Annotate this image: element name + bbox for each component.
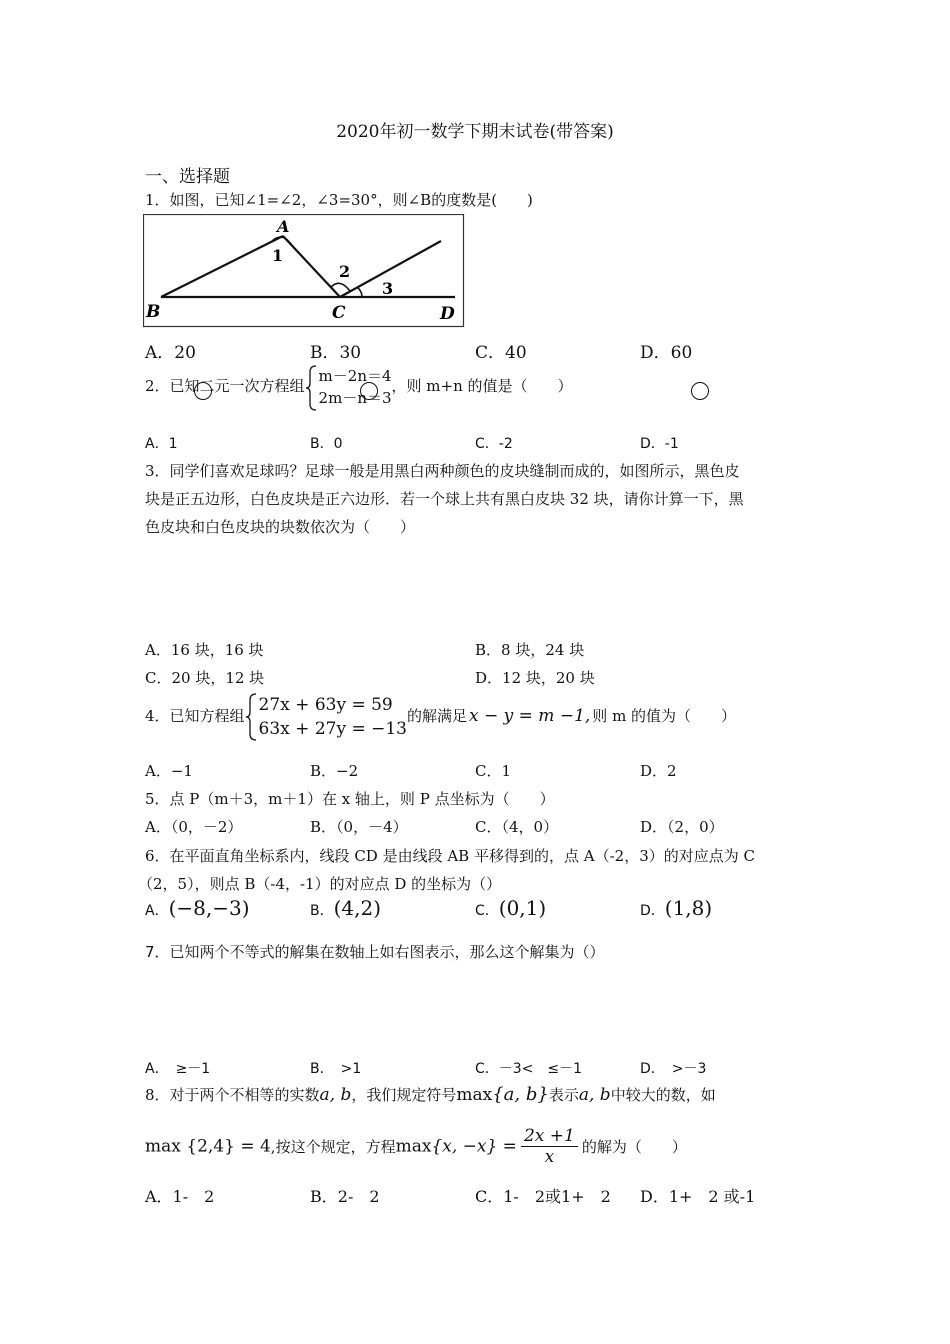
label-2: 2 [339, 262, 351, 281]
q2-option-c[interactable]: C．-2 [475, 436, 513, 452]
q1-option-c[interactable]: C．40 [475, 343, 527, 363]
question-6-line1: 6．在平面直角坐标系内，线段 CD 是由线段 AB 平移得到的，点 A（-2，3）的对应点为 C [145, 847, 755, 865]
label-A: A [277, 217, 290, 236]
angle-figure [143, 214, 465, 328]
q4-option-b[interactable]: B．−2 [310, 762, 359, 780]
question-3-line1: 3．同学们喜欢足球吗？足球一般是用黑白两种颜色的皮块缝制而成的，如图所示，黑色皮 [145, 462, 740, 480]
q8-option-d[interactable]: D．1+ 2 或-1 [640, 1187, 756, 1206]
q1-option-a[interactable]: A．20 [145, 343, 196, 363]
q6-option-a[interactable]: A．(−8,−3) [145, 896, 250, 920]
section-heading: 一、选择题 [145, 167, 230, 187]
question-4 [145, 693, 736, 741]
q3-option-c[interactable]: C．20 块，12 块 [145, 669, 265, 687]
q4-option-c[interactable]: C．1 [475, 762, 512, 780]
q4-system [245, 693, 407, 741]
circle-mark-icon [194, 382, 212, 400]
q2-option-a[interactable]: A．1 [145, 436, 178, 452]
question-3-line3: 色皮块和白色皮块的块数依次为（ ） [145, 518, 416, 536]
q4-prefix: 4．已知方程组 [145, 707, 245, 725]
label-B: B [146, 302, 161, 322]
q4-mid: 的解满足 [406, 707, 467, 725]
q4-condition: x − y = m −1, [469, 706, 591, 726]
q5-option-c[interactable]: C．（4，0） [475, 818, 559, 836]
q7-option-d[interactable]: D． >－3 [640, 1061, 707, 1077]
question-3-line2: 块是正五边形，白色皮块是正六边形．若一个球上共有黑白皮块 32 块，请你计算一下，黑 [145, 490, 744, 508]
question-1-text: 1．如图，已知∠1=∠2，∠3=30°，则∠B的度数是( ) [145, 191, 533, 209]
q5-option-a[interactable]: A．（0，－2） [145, 818, 243, 836]
q6-option-b[interactable]: B．(4,2) [310, 896, 382, 920]
q4-option-a[interactable]: A．−1 [145, 762, 193, 780]
q8-fraction: $\frac{2x +1}{x}$ [521, 1126, 578, 1167]
q4-option-d[interactable]: D．2 [640, 762, 677, 780]
q8-option-a[interactable]: A．1- 2 [145, 1187, 215, 1206]
q6-option-d[interactable]: D．(1,8) [640, 896, 713, 920]
q8-option-b[interactable]: B．2- 2 [310, 1187, 380, 1206]
q2-suffix: ，则 m+n 的值是（ ） [391, 377, 573, 395]
q7-option-a[interactable]: A． ≥－1 [145, 1061, 211, 1077]
q2-option-b[interactable]: B．0 [310, 436, 343, 452]
label-1: 1 [272, 246, 284, 265]
question-8-line2: max {2,4} = 4,按这个规定，方程max{x, −x} = $\frac{2x +1}{x}$ 的解为（ ） [145, 1126, 687, 1167]
q3-option-a[interactable]: A．16 块，16 块 [145, 641, 264, 659]
question-8-line1: 8．对于两个不相等的实数a, b，我们规定符号max{a, b}表示a, b中较大的数，如 [145, 1084, 716, 1105]
q7-option-b[interactable]: B． >1 [310, 1061, 362, 1077]
q1-option-b[interactable]: B．30 [310, 343, 362, 363]
q2-prefix: 2．已知二元一次方程组 [145, 377, 305, 395]
question-7-text: 7．已知两个不等式的解集在数轴上如右图表示，那么这个解集为（） [145, 943, 605, 961]
q2-system [305, 365, 392, 409]
q2-eq2: 2m－n＝3 [318, 389, 392, 407]
circle-mark-icon [360, 382, 378, 400]
label-D: D [440, 304, 455, 324]
question-5-text: 5．点 P（m＋3，m＋1）在 x 轴上，则 P 点坐标为（ ） [145, 790, 555, 808]
question-6-line2: （2，5），则点 B（-4，-1）的对应点 D 的坐标为（） [138, 875, 502, 893]
label-C: C [332, 303, 346, 323]
q1-option-d[interactable]: D．60 [640, 343, 693, 363]
q3-option-d[interactable]: D．12 块，20 块 [475, 669, 595, 687]
q2-option-d[interactable]: D．-1 [640, 436, 679, 452]
q2-eq1: m－2n＝4 [318, 367, 392, 385]
q4-eq1: 27x + 63y = 59 [258, 695, 393, 715]
q4-eq2: 63x + 27y = −13 [258, 719, 407, 739]
q7-option-c[interactable]: C．－3< ≤－1 [475, 1061, 583, 1077]
label-3: 3 [382, 279, 394, 298]
q8-option-c[interactable]: C．1- 2或1+ 2 [475, 1187, 611, 1206]
q6-option-c[interactable]: C．(0,1) [475, 896, 547, 920]
circle-mark-icon [691, 382, 709, 400]
page-title: 2020年初一数学下期末试卷(带答案) [336, 122, 614, 142]
q4-suffix: 则 m 的值为（ ） [592, 707, 737, 725]
q3-option-b[interactable]: B．8 块，24 块 [475, 641, 585, 659]
q5-option-b[interactable]: B．（0，－4） [310, 818, 408, 836]
q5-option-d[interactable]: D．（2，0） [640, 818, 724, 836]
